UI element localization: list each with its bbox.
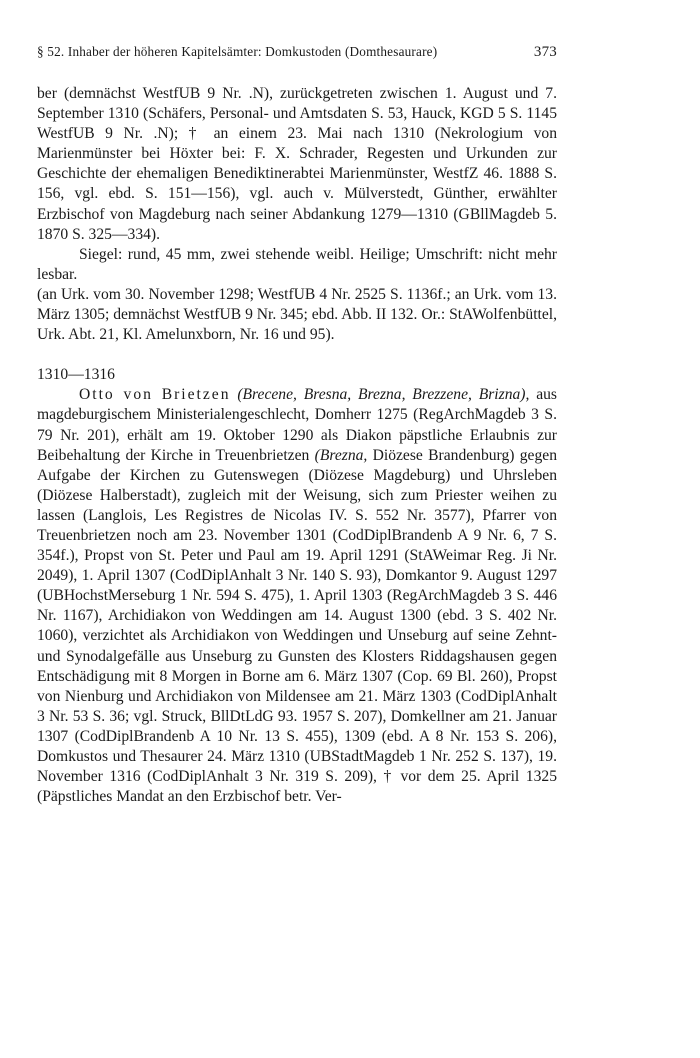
seal-description: Siegel: rund, 45 mm, zwei stehende weibl. Heilige; Umschrift: nicht mehr lesbar. [37, 245, 557, 283]
entry-2-text-b: Diözese Brandenburg) gegen Aufgabe der Kirchen zu Gutenswegen (Diözese Magdeburg) und Uhrsleben (Diözese Halberstadt), zugleich mit der Weisung, sich zum Priester weihen zu lassen (Langlois, Les Registres de Nicolas IV. S. 552 Nr. 3577), Pfarrer von Treuenbrietzen noch am 23. November 1301 (CodDiplBrandenb A 9 Nr. 6, 7 S. 354f.), Propst von St. Peter und Paul am 19. April 1291 (StAWeimar Reg. Ji Nr. 2049), 1. April 1307 (CodDiplAnhalt 3 Nr. 140 S. 93), Domkantor 9. August 1297 (UBHochstMerseburg 1 Nr. 594 S. 475), 1. April 1303 (RegArchMagdeb 3 S. 446 Nr. 1167), Archidiakon von Weddingen am 14. August 1300 (ebd. 3 S. 402 Nr. 1060), verzichtet als Archidiakon von Weddingen und Unseburg auf seine Zehnt- und Synodalgefälle aus Unseburg zu Gunsten des Klosters Riddagshausen gegen Entschädigung mit 8 Morgen in Borne am 6. März 1307 (Cop. 69 Bl. 260), Propst von Nienburg und Archidiakon von Mildensee am 21. März 1303 (CodDiplAnhalt 3 Nr. 53 S. 36; vgl. Struck, BllDtLdG 93. 1957 S. 207), Domkellner am 21. Januar 1307 (CodDiplBrandenb A 10 Nr. 13 S. 455), 1309 (ebd. A 8 Nr. 153 S. 206), Domkustos und Thesaurer 24. März 1310 (UBStadtMagdeb 1 Nr. 252 S. 137), 19. November 1316 (CodDiplAnhalt 3 Nr. 319 S. 209), † vor dem 25. April 1325 (Päpstliches Mandat an den Erzbischof betr. Ver- [37, 446, 557, 806]
place-variant: (Brezna, [314, 446, 368, 464]
section-gap [37, 345, 557, 365]
entry-1-text: ber (demnächst WestfUB 9 Nr. .N), zurückgetreten zwischen 1. August und 7. September 1310 (Schäfers, Personal- und Amtsdaten S. 53, Hauck, KGD 5 S. 1145 WestfUB 9 Nr. .N); † an einem 23. Mai nach 1310 (Nekrologium von Marienmünster bei Höxter bei: F. X. Schrader, Regesten und Urkunden zur Geschichte der ehemaligen Benediktinerabtei Marienmünster, WestfZ 46. 1888 S. 156, vgl. ebd. S. 151—156), vgl. auch v. Mülverstedt, Günther, erwählter Erzbischof von Magdeburg nach seiner Abdankung 1279—1310 (GBllMagdeb 5. 1870 S. 325—334). [37, 85, 557, 243]
name-variants: (Brecene, Bresna, Brezna, Brezzene, Brizna), [237, 386, 530, 404]
person-name: Otto von Brietzen [79, 386, 231, 404]
page-number: 373 [533, 44, 557, 60]
entry-2-text [37, 385, 557, 807]
entry-2-text-a: aus magdeburgischem Ministerialengeschlecht, Domherr 1275 (RegArchMagdeb 3 S. 79 Nr. 201), erhält am 19. Oktober 1290 als Diakon päpstliche Erlaubnis zur Beibehaltung der Kirche in Treuenbrietzen [37, 386, 557, 464]
running-title: § 52. Inhaber der höheren Kapitelsämter: Domkustoden (Domthesaurare) [37, 44, 438, 59]
body-text [37, 84, 557, 807]
running-header [37, 44, 557, 60]
entry-2-years: 1310—1316 [37, 366, 115, 384]
seal-references: (an Urk. vom 30. November 1298; WestfUB 4 Nr. 2525 S. 1136f.; an Urk. vom 13. März 1305; demnächst WestfUB 9 Nr. 345; ebd. Abb. II 132. Or.: StAWolfenbüttel, Urk. Abt. 21, Kl. Amelunxborn, Nr. 16 und 95). [37, 285, 558, 344]
